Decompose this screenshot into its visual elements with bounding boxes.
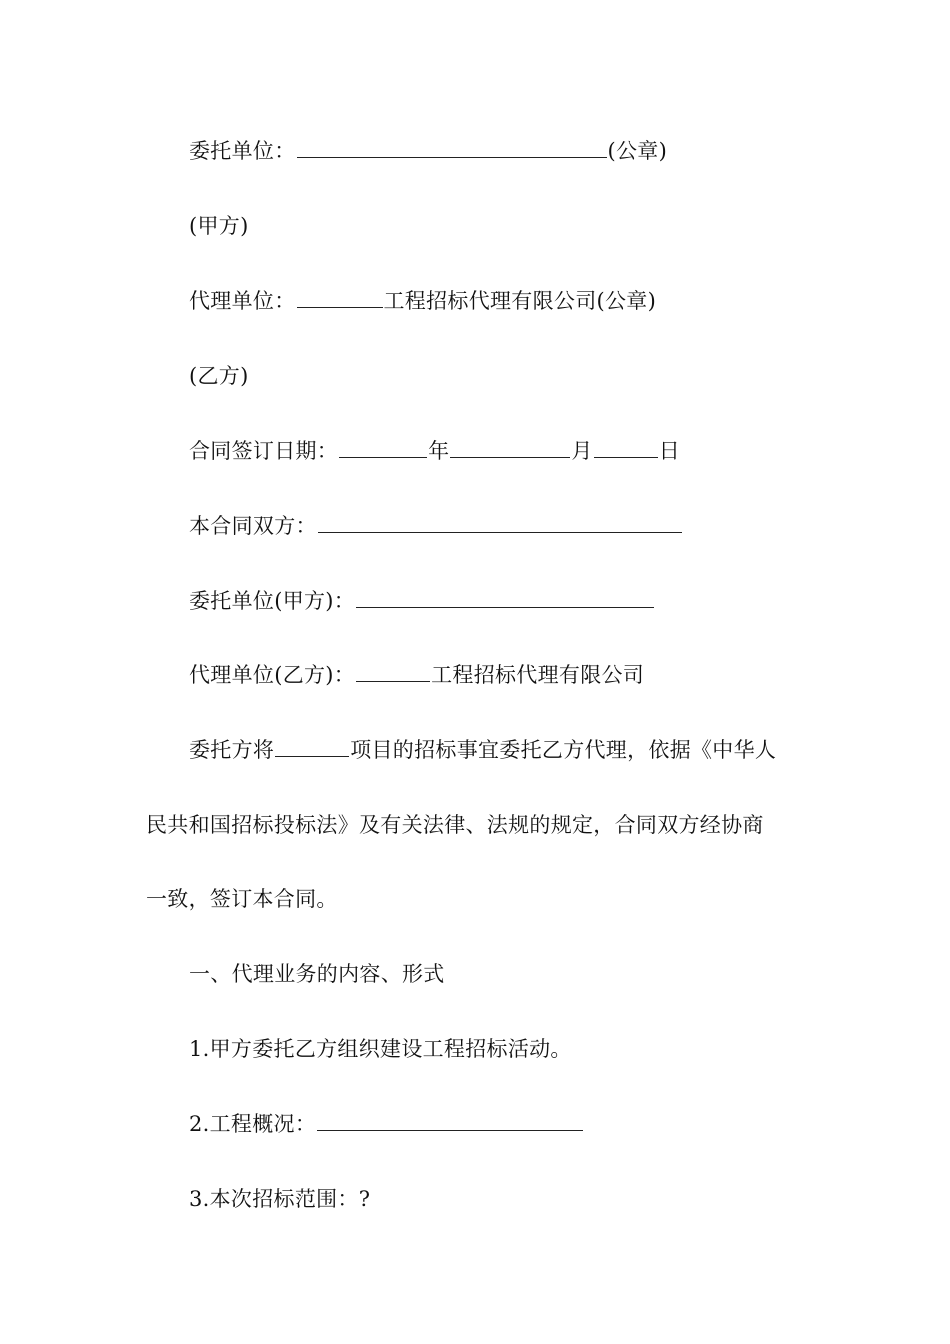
both-parties-line <box>189 513 683 539</box>
preamble-start: 委托方将 <box>189 738 275 762</box>
principal-line <box>189 138 667 164</box>
agent-b-blank <box>356 663 430 682</box>
agent-b-line <box>189 662 644 688</box>
item-2 <box>189 1111 584 1137</box>
preamble-text-3: 一致，签订本合同。 <box>146 887 338 911</box>
item-3-text: 3.本次招标范围：? <box>189 1187 371 1211</box>
principal-blank <box>297 139 607 158</box>
month-label: 月 <box>571 439 593 463</box>
preamble-line-3 <box>146 886 338 912</box>
both-parties-blank <box>318 514 682 533</box>
principal-a-label: 委托单位(甲方)： <box>189 589 356 613</box>
year-blank <box>339 439 427 458</box>
agent-company: 工程招标代理有限公司(公章) <box>383 289 657 313</box>
year-label: 年 <box>428 439 450 463</box>
agent-b-company: 工程招标代理有限公司 <box>431 663 645 687</box>
project-overview-blank <box>317 1112 583 1131</box>
item-1 <box>189 1036 572 1062</box>
item-1-text: 1.甲方委托乙方组织建设工程招标活动。 <box>189 1037 572 1061</box>
project-blank <box>275 738 349 757</box>
item-3 <box>189 1186 370 1212</box>
item-2-label: 2.工程概况： <box>189 1112 317 1136</box>
preamble-line-2 <box>146 812 764 838</box>
party-b-label: (乙方) <box>189 364 249 388</box>
principal-a-line <box>189 588 655 614</box>
agent-blank <box>297 289 383 308</box>
sign-date-line <box>189 438 680 464</box>
party-b-line <box>189 363 249 389</box>
agent-label: 代理单位： <box>189 289 296 313</box>
principal-a-blank <box>356 589 654 608</box>
sign-date-label: 合同签订日期： <box>189 439 339 463</box>
agent-b-label: 代理单位(乙方)： <box>189 663 356 687</box>
party-a-label: (甲方) <box>189 214 249 238</box>
party-a-line <box>189 213 249 239</box>
preamble-text-2: 民共和国招标投标法》及有关法律、法规的规定，合同双方经协商 <box>146 813 764 837</box>
preamble-end: 项目的招标事宜委托乙方代理，依据《中华人 <box>350 738 777 762</box>
day-blank <box>594 439 658 458</box>
preamble-line-1 <box>189 737 776 763</box>
both-parties-label: 本合同双方： <box>189 514 317 538</box>
day-label: 日 <box>658 439 681 463</box>
section-1-title: 一、代理业务的内容、形式 <box>189 962 445 986</box>
agent-line <box>189 288 656 314</box>
principal-seal: (公章) <box>607 139 668 163</box>
section-1-heading <box>189 961 445 987</box>
principal-label: 委托单位： <box>189 139 296 163</box>
month-blank <box>450 439 570 458</box>
